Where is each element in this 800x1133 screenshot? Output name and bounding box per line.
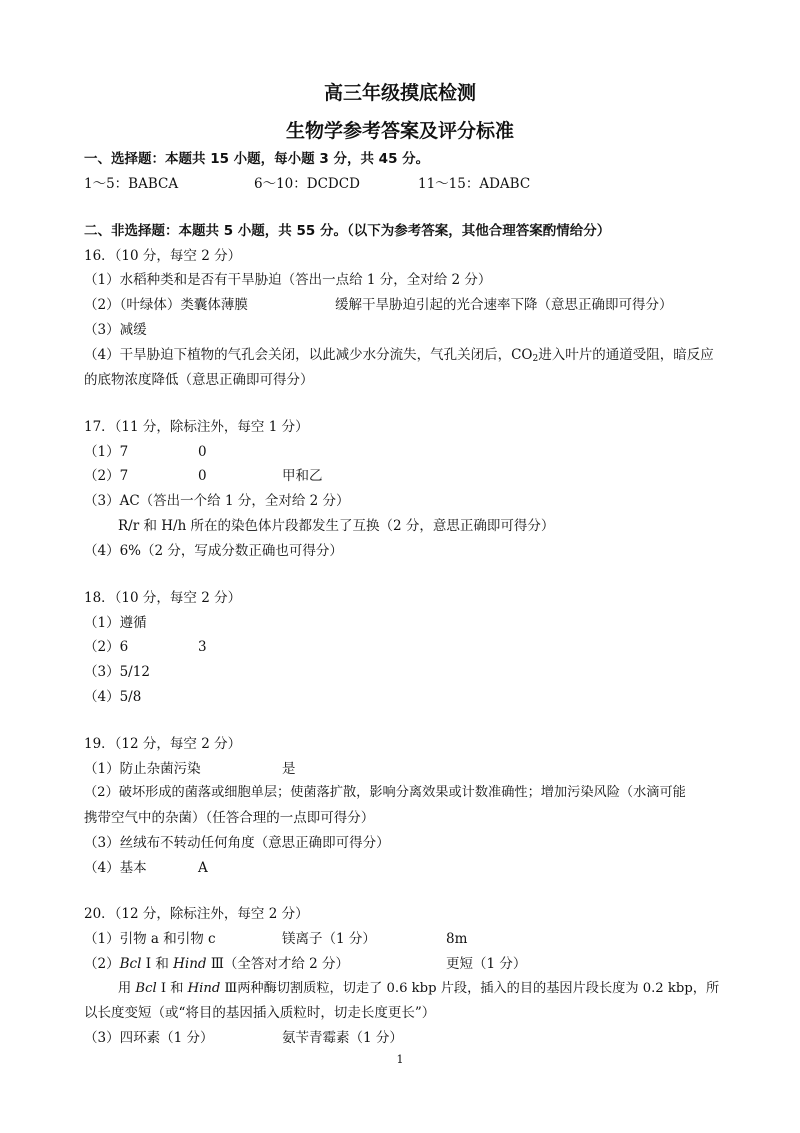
- q16-heading: 16．（10 分，每空 2 分）: [84, 248, 242, 264]
- q19-line1a: （1）防止杂菌污染: [84, 761, 201, 777]
- q16-line4: [84, 346, 714, 368]
- q20-line3-post: Ⅲ两种酶切割质粒，切走了 0.6 kbp 片段，插入的目的基因片段长度为 0.2 kbp，所: [220, 981, 720, 996]
- q17-line2b: 0: [198, 468, 207, 484]
- q20-line1b: 镁离子（1 分）: [282, 931, 376, 947]
- q17-line1b: 0: [198, 444, 207, 460]
- q17-line2a: （2）7: [84, 468, 129, 484]
- section1-heading: 一、选择题：本题共 15 小题，每小题 3 分，共 45 分。: [84, 151, 430, 167]
- page-number: 1: [396, 1053, 404, 1066]
- q20-heading: 20．（12 分，除标注外，每空 2 分）: [84, 906, 309, 922]
- answer-1-5: 1～5：BABCA: [84, 176, 179, 192]
- q17-line2c: 甲和乙: [282, 468, 323, 484]
- q19-line1b: 是: [282, 761, 296, 777]
- q18-line2b: 3: [198, 639, 207, 655]
- q20-line5a: （3）四环素（1 分）: [84, 1030, 214, 1046]
- q20-line2a-hind: Hind: [173, 956, 207, 972]
- q16-line1: （1）水稻种类和是否有干旱胁迫（答出一点给 1 分，全对给 2 分）: [84, 272, 492, 288]
- q20-line2b: 更短（1 分）: [446, 956, 527, 972]
- q19-line2: （2）破坏形成的菌落或细胞单层；使菌落扩散，影响分离效果或计数准确性；增加污染风险（水滴可能: [84, 785, 686, 800]
- answer-11-15: 11～15：ADABC: [418, 176, 531, 192]
- q16-line2a: （2）（叶绿体）类囊体薄膜: [84, 297, 248, 313]
- q18-heading: 18．（10 分，每空 2 分）: [84, 590, 242, 606]
- q19-line4: （3）丝绒布不转动任何角度（意思正确即可得分）: [84, 835, 390, 851]
- q20-line3: [118, 980, 719, 998]
- q20-line3-hind: Hind: [187, 981, 221, 996]
- q20-line2a-prefix: （2）: [84, 956, 120, 972]
- q17-line5: （4）6%（2 分，写成分数正确也可得分）: [84, 543, 343, 559]
- q20-line1a: （1）引物 a 和引物 c: [84, 931, 216, 947]
- section2-heading: 二、非选择题：本题共 5 小题，共 55 分。（以下为参考答案，其他合理答案酌情给分）: [84, 223, 611, 239]
- q19-heading: 19．（12 分，每空 2 分）: [84, 736, 242, 752]
- document-title: 高三年级摸底检测: [323, 82, 476, 104]
- q20-line3-bcl: Bcl: [135, 981, 157, 996]
- document-subtitle: 生物学参考答案及评分标准: [285, 120, 514, 142]
- q16-line3: （3）减缓: [84, 322, 147, 338]
- q17-line3: （3）AC（答出一个给 1 分，全对给 2 分）: [84, 493, 350, 509]
- q18-line4: （4）5/8: [84, 689, 142, 705]
- q16-line2b: 缓解干旱胁迫引起的光合速率下降（意思正确即可得分）: [335, 297, 673, 313]
- q16-line5: 的底物浓度降低（意思正确即可得分）: [84, 372, 314, 388]
- q20-line5b: 氨苄青霉素（1 分）: [282, 1030, 403, 1046]
- q18-line1: （1）遵循: [84, 615, 147, 631]
- q17-line4: R/r 和 H/h 所在的染色体片段都发生了互换（2 分，意思正确即可得分）: [118, 518, 555, 534]
- q19-line5a: （4）基本: [84, 860, 147, 876]
- q18-line3: （3）5/12: [84, 664, 150, 680]
- q17-heading: 17．（11 分，除标注外，每空 1 分）: [84, 419, 309, 435]
- q20-line2a-bcl: Bcl: [119, 956, 142, 972]
- q19-line3: 携带空气中的杂菌）（任答合理的一点即可得分）: [84, 810, 375, 826]
- q19-line5b: A: [198, 860, 208, 876]
- q18-line2a: （2）6: [84, 639, 129, 655]
- q16-line4-part1: （4）干旱胁迫下植物的气孔会关闭，以此减少水分流失，气孔关闭后，CO: [84, 347, 533, 363]
- q20-line3-prefix: 用: [118, 981, 136, 996]
- q20-line3-mid: Ⅰ 和: [156, 981, 188, 996]
- answer-6-10: 6～10：DCDCD: [254, 176, 360, 192]
- q17-line1a: （1）7: [84, 444, 129, 460]
- q16-line4-part2: 进入叶片的通道受阻，暗反应: [538, 347, 714, 363]
- q20-line2a-mid: Ⅰ 和: [141, 956, 174, 972]
- q20-line2a: [84, 955, 349, 973]
- q20-line2a-post: Ⅲ（全答对才给 2 分）: [206, 956, 350, 972]
- q20-line1c: 8m: [446, 931, 468, 947]
- q20-line4: 以长度变短（或“将目的基因插入质粒时，切走长度更长”）: [84, 1005, 436, 1021]
- q16-line4-subscript: 2: [532, 354, 539, 364]
